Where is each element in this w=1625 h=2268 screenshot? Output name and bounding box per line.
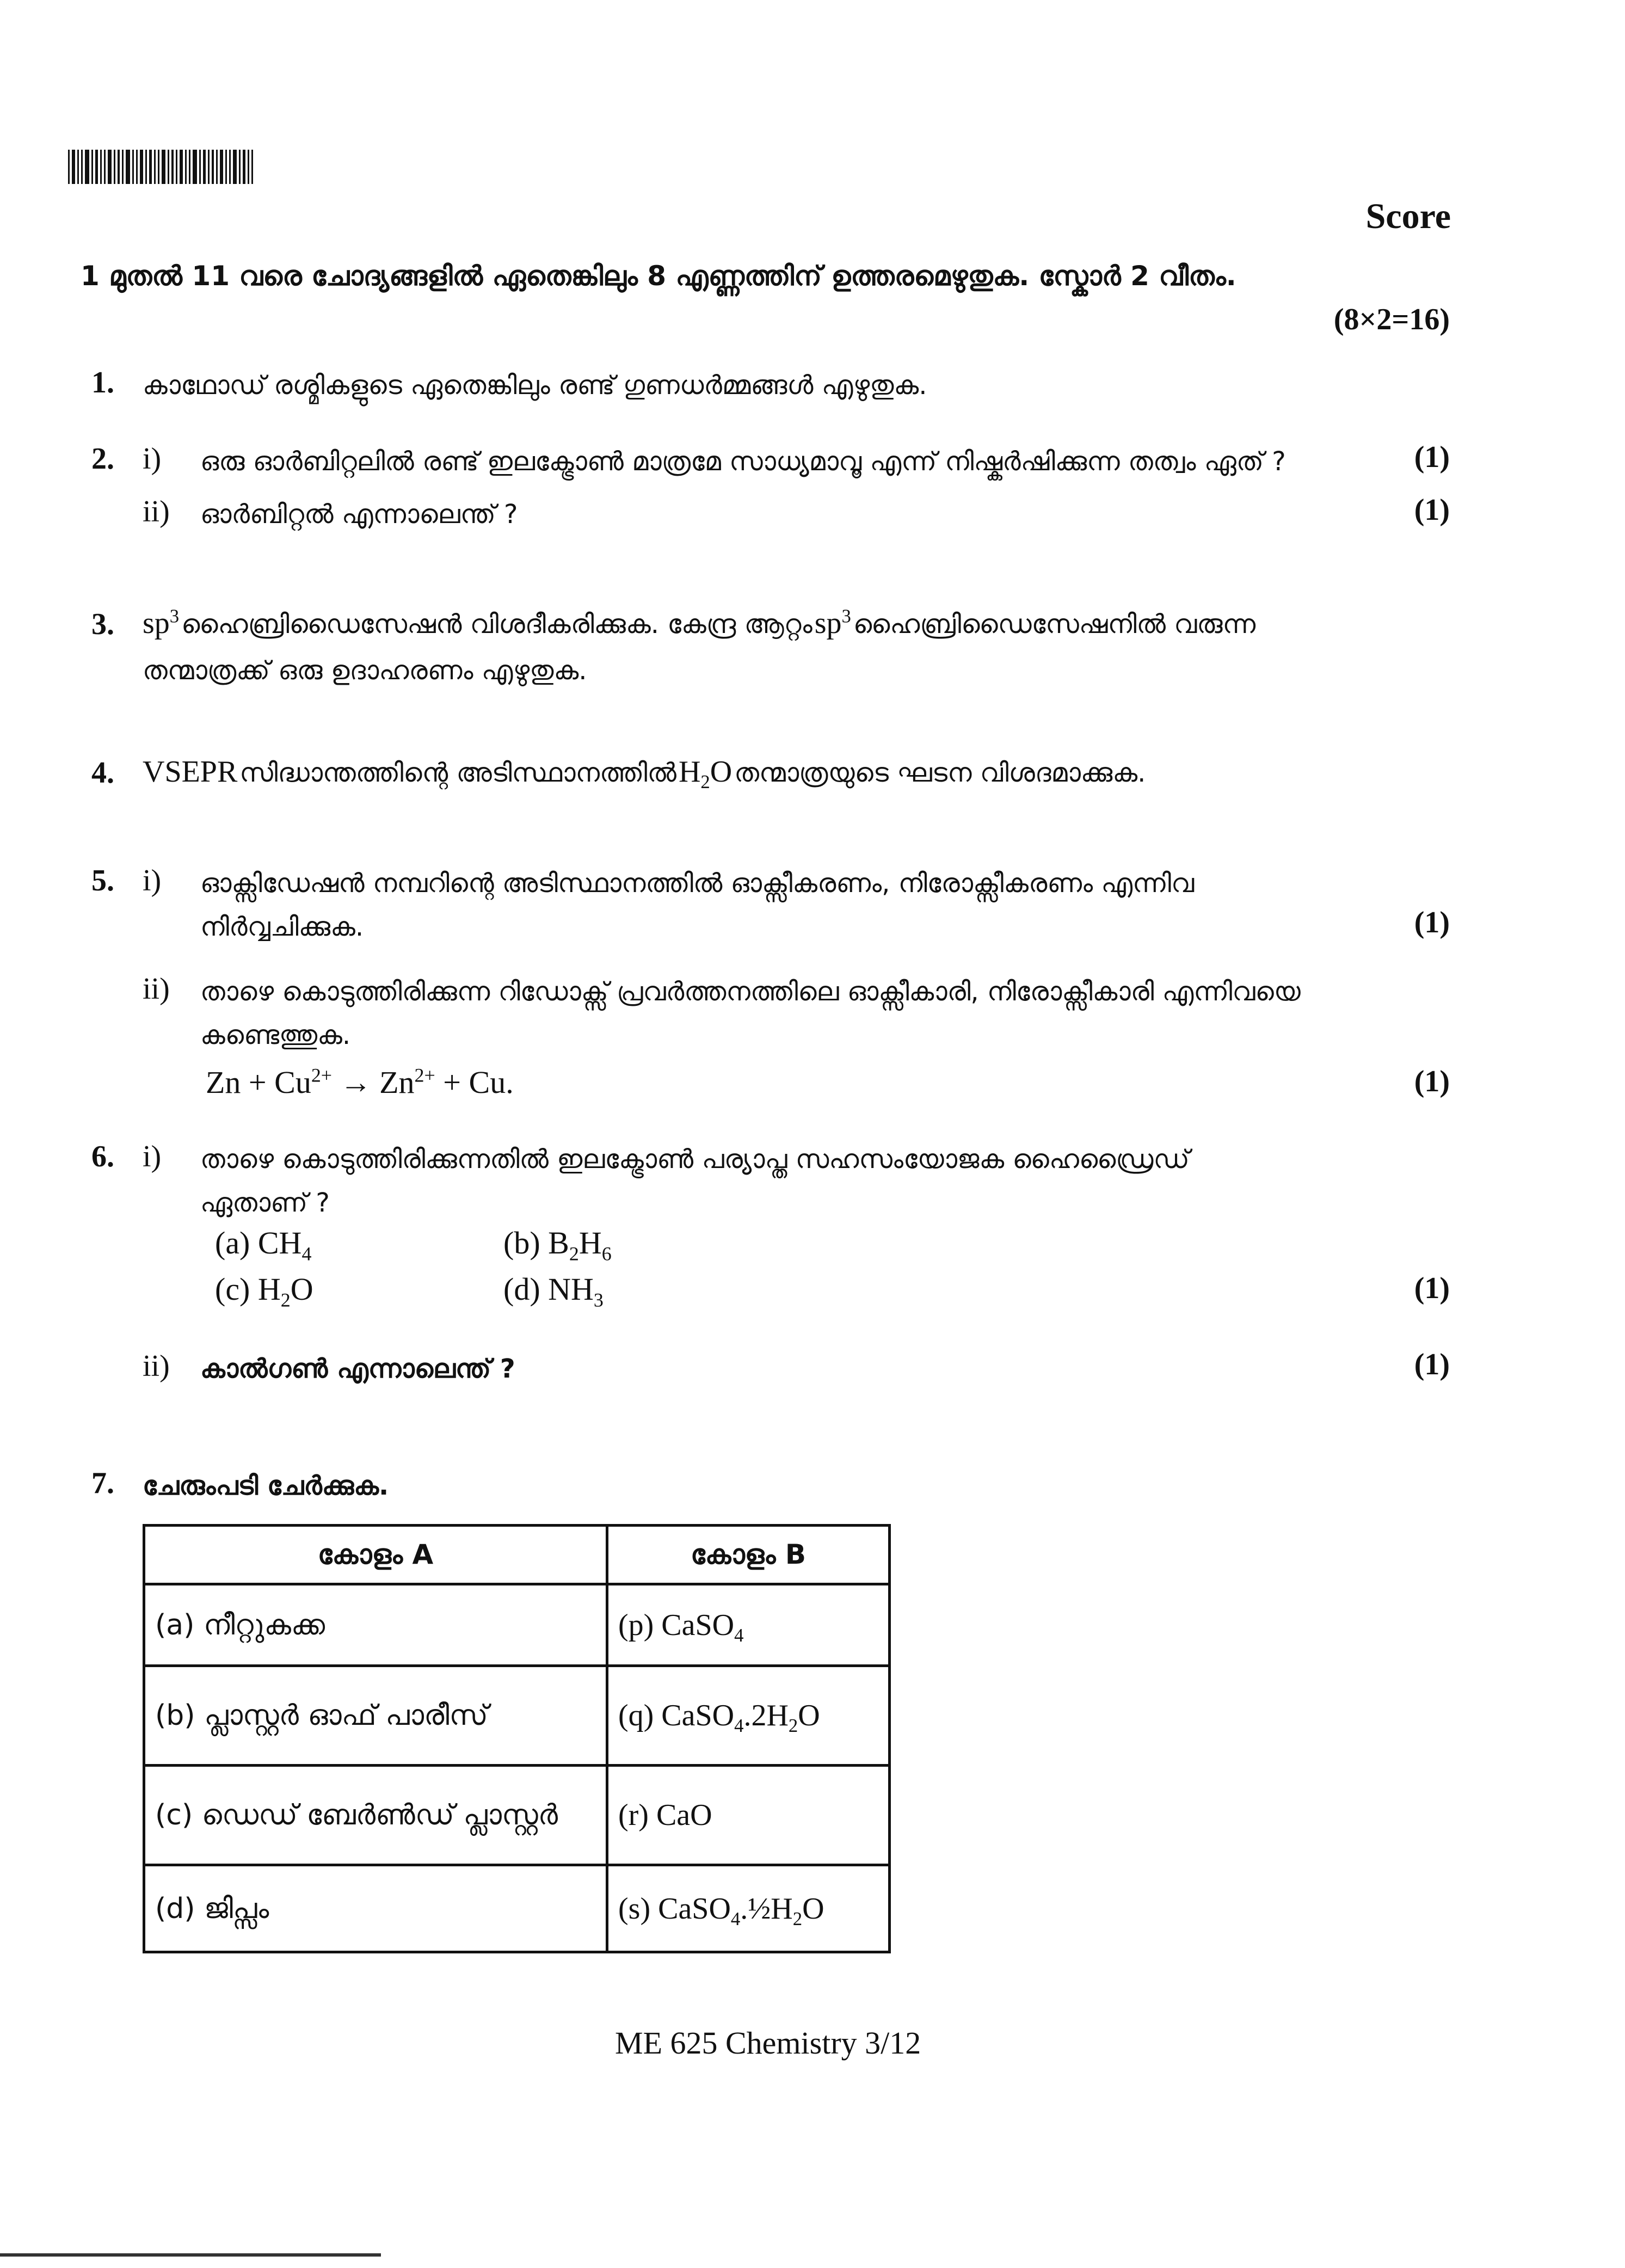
q2-i-label: i) <box>143 442 162 476</box>
sp3-term: $sp^3$ <box>814 605 851 640</box>
q5-i-text-1: ഓക്സിഡേഷൻ നമ്പറിന്റെ അടിസ്ഥാനത്തിൽ ഓക്സീകരണം, നിരോക്സീകരണം എന്നിവ <box>200 868 1195 899</box>
q2-ii-mark: (1) <box>1414 493 1450 527</box>
q4-text-b: തന്മാത്രയുടെ ഘടന വിശദമാക്കുക. <box>734 758 1146 788</box>
footer-page-label: ME 625 Chemistry 3/12 <box>615 2025 921 2061</box>
q5-i-text-2: നിർവ്വചിക്കുക. <box>200 912 364 942</box>
column-b-cell: (s) $CaSO_4.\frac{1}{2}H_2O$ <box>607 1865 890 1952</box>
q5-ii-text-2: കണ്ടെത്തുക. <box>200 1020 351 1050</box>
score-label: Score <box>1365 196 1451 236</box>
q6-ii-mark: (1) <box>1414 1348 1450 1381</box>
q6-i-text-2: ഏതാണ് ? <box>200 1188 330 1218</box>
q2-number: 2. <box>91 442 114 476</box>
column-b-cell: (q) $CaSO_4.2H_2O$ <box>607 1666 890 1766</box>
q4-text-a: സിദ്ധാന്തത്തിന്റെ അടിസ്ഥാനത്തിൽ <box>239 758 676 788</box>
q5-ii-mark: (1) <box>1414 1065 1450 1098</box>
q5-i-mark: (1) <box>1414 906 1450 939</box>
h2o-formula: $H_2O$ <box>678 755 733 793</box>
redox-equation: $Zn + Cu^{2+} \to Zn^{2+} + Cu$. <box>206 1064 514 1100</box>
vsepr-term: VSEPR <box>143 755 238 789</box>
column-b-cell: (r) CaO <box>607 1766 890 1865</box>
q7-number: 7. <box>91 1466 114 1500</box>
q5-i-label: i) <box>143 864 162 898</box>
q3-text-a: ഹൈബ്രിഡൈസേഷൻ വിശദീകരിക്കുക. കേന്ദ്ര ആറ്റം <box>181 609 812 640</box>
q1-number: 1. <box>91 366 114 399</box>
q6-ii-text: കാൽഗൺ എന്നാലെന്ത് ? <box>200 1354 515 1384</box>
table-row <box>144 1584 890 1666</box>
q2-ii-text: ഓർബിറ്റൽ എന്നാലെന്ത് ? <box>200 499 518 530</box>
q5-ii-text-1: താഴെ കൊടുത്തിരിക്കുന്ന റിഡോക്സ് പ്രവർത്തനത്തിലെ ഓക്സീകാരി, നിരോക്സീകാരി എന്നിവയെ <box>200 976 1301 1007</box>
q5-number: 5. <box>91 864 114 898</box>
instructions: 1 മുതൽ 11 വരെ ചോദ്യങ്ങളിൽ ഏതെങ്കിലും 8 എണ്ണത്തിന് ഉത്തരമെഴുതുക. സ്കോർ 2 വീതം. <box>81 260 1236 292</box>
q6-number: 6. <box>91 1140 114 1173</box>
scan-edge-line <box>0 2253 381 2257</box>
match-table <box>143 1524 891 1953</box>
column-b-header: കോളം B <box>607 1526 890 1584</box>
sp3-term: $sp^3$ <box>143 605 180 640</box>
q2-i-text: ഒരു ഓർബിറ്റലിൽ രണ്ട് ഇലക്ട്രോൺ മാത്രമേ സാധ്യമാവൂ എന്ന് നിഷ്കർഷിക്കുന്ന തത്വം ഏത് ? <box>200 446 1286 477</box>
option-b: (b) $B_2H_6$ <box>503 1225 612 1265</box>
marks-summary: (8×2=16) <box>1333 303 1450 336</box>
q2-ii-label: ii) <box>143 495 170 528</box>
column-a-header: കോളം A <box>144 1526 607 1584</box>
q5-ii-label: ii) <box>143 972 170 1006</box>
option-c: (c) $H_2O$ <box>215 1271 313 1311</box>
option-a: (a) $CH_4$ <box>215 1225 312 1265</box>
q6-i-text-1: താഴെ കൊടുത്തിരിക്കുന്നതിൽ ഇലക്ട്രോൺ പര്യാപ്ത സഹസംയോജക ഹൈഡ്രൈഡ് <box>200 1144 1190 1175</box>
q2-i-mark: (1) <box>1414 440 1450 474</box>
table-header-row <box>144 1526 890 1584</box>
q6-i-label: i) <box>143 1140 162 1173</box>
q4-number: 4. <box>91 756 114 790</box>
table-row <box>144 1766 890 1865</box>
column-a-cell: (b) പ്ലാസ്റ്റർ ഓഫ് പാരീസ് <box>144 1666 607 1766</box>
q6-i-mark: (1) <box>1414 1271 1450 1305</box>
barcode <box>68 150 278 184</box>
q3-line2: തന്മാത്രക്ക് ഒരു ഉദാഹരണം എഴുതുക. <box>143 655 587 686</box>
table-row <box>144 1666 890 1766</box>
q6-ii-label: ii) <box>143 1349 170 1383</box>
option-d: (d) $NH_3$ <box>503 1271 604 1311</box>
column-a-cell: (c) ഡെഡ് ബേർൺഡ് പ്ലാസ്റ്റർ <box>144 1766 607 1865</box>
q3-text-b: ഹൈബ്രിഡൈസേഷനിൽ വരുന്ന <box>853 609 1256 640</box>
q1-text: കാഥോഡ് രശ്മികളുടെ ഏതെങ്കിലും രണ്ട് ഗുണധർമ്മങ്ങൾ എഴുതുക. <box>143 370 927 401</box>
column-a-cell: (a) നീറ്റുകക്ക <box>144 1584 607 1666</box>
q3-number: 3. <box>91 607 114 641</box>
q3-line1 <box>143 604 1255 644</box>
table-row <box>144 1865 890 1952</box>
q4-line <box>143 753 1146 792</box>
column-b-cell: (p) CaSO$_4$ <box>607 1584 890 1666</box>
q7-text: ചേരുംപടി ചേർക്കുക. <box>143 1471 389 1501</box>
column-a-cell: (d) ജിപ്സം <box>144 1865 607 1952</box>
